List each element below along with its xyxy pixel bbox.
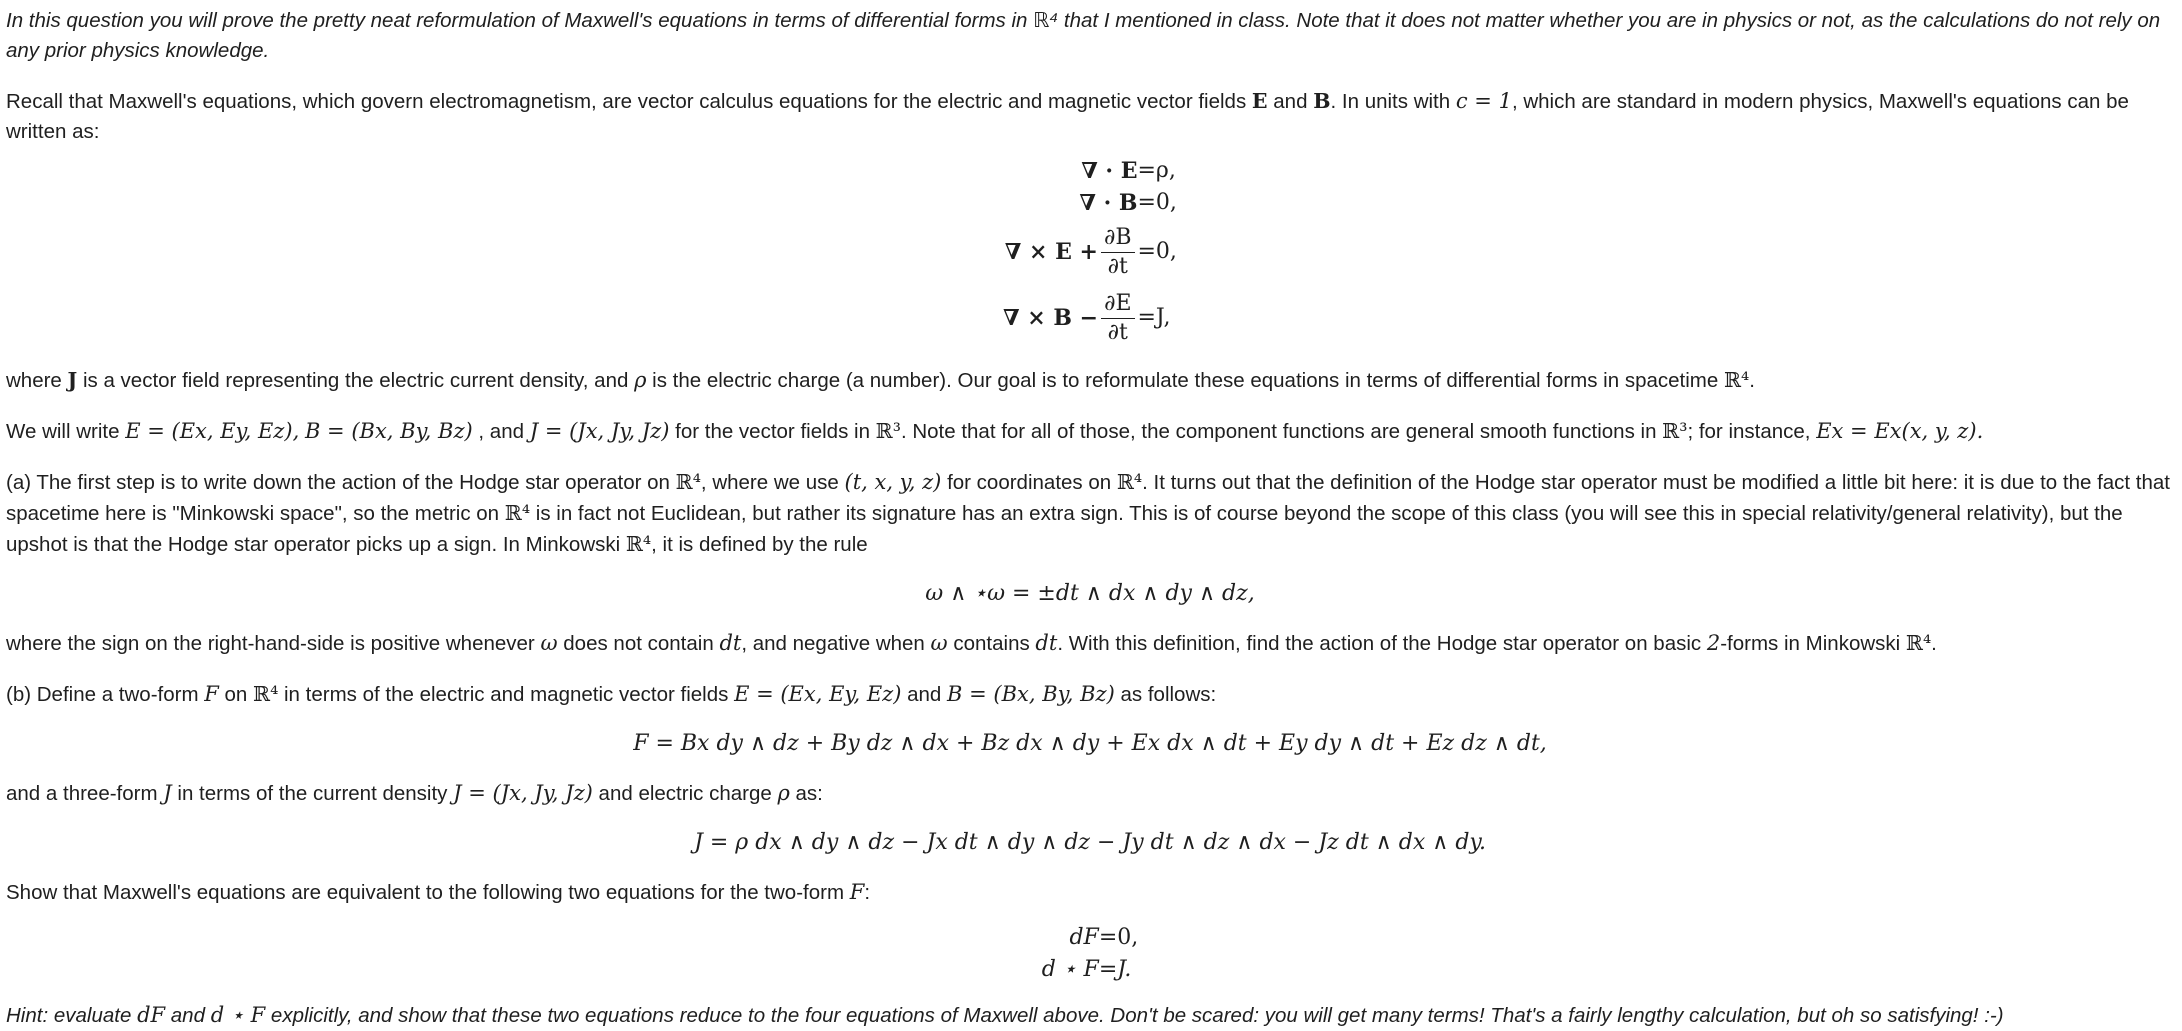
we-write-text: We will write (6, 420, 120, 443)
minkowski-explanation: . It turns out that the definition of the Hodge star operator must be modified a little bit here: it is due to the fact that spacetime here is "Minkowski space", so the metric on (6, 471, 2171, 525)
sign-text: where the sign on the right-hand-side is positive whenever (6, 632, 535, 655)
electric-charge-text: and electric charge (598, 782, 772, 805)
gauss-law-rhs: =ρ, (1137, 158, 1176, 183)
where-text: where (6, 369, 62, 392)
hodge-star-rule (6, 578, 2174, 610)
omega-symbol: ω (540, 631, 558, 655)
E-definition: E = (Ex, Ey, Ez) (734, 682, 902, 706)
dt-symbol: dt (719, 631, 742, 655)
colon: : (864, 881, 871, 904)
R4-symbol: ℝ⁴ (1723, 368, 1750, 392)
coordinates: (t, x, y, z) (844, 470, 942, 494)
ampere-fraction (1101, 290, 1134, 347)
hodge-rule-equation: ω ∧ ⋆ω = ±dt ∧ dx ∧ dy ∧ dz, (925, 581, 1255, 606)
dstarF-lhs: d ⋆ F (1041, 957, 1099, 982)
on-text: on (224, 683, 248, 706)
contains-text: contains (953, 632, 1030, 655)
where-we-use-text: , where we use (700, 471, 839, 494)
forms-in-minkowski-text: -forms in Minkowski (1720, 632, 1901, 655)
J-symbol: J (67, 368, 78, 392)
and-text: and (907, 683, 942, 706)
for-instance-text: ; for instance, (1687, 420, 1811, 443)
form-equations (1020, 922, 1160, 986)
J-definition: J = (Jx, Jy, Jz) (453, 781, 593, 805)
F-symbol: F (849, 880, 865, 904)
period: . (1749, 369, 1755, 392)
recall-paragraph (6, 86, 2174, 147)
ampere-denominator: ∂t (1107, 319, 1128, 345)
and-text: and (1273, 90, 1308, 113)
ampere-lhs: ∇ × B − (1003, 305, 1099, 331)
dF-lhs: dF (1069, 925, 1099, 950)
B-definition: B = (Bx, By, Bz) (947, 682, 1115, 706)
three-form-paragraph (6, 778, 2174, 809)
faraday-denominator: ∂t (1107, 253, 1128, 279)
signature-explanation: is in fact not Euclidean, but rather its signature has an extra sign. This is of course beyond the scope of this class (you will see this in special relativity/general relativity), but the upshot is that the Hodge star operator picks up a sign. In Minkowski (6, 502, 2123, 556)
recall-text: Recall that Maxwell's equations, which govern electromagnetism, are vector calculus equations for the electric and magnetic vector fields (6, 90, 1247, 113)
R4-symbol: ℝ⁴ (1905, 631, 1932, 655)
faraday-lhs: ∇ × E + (1004, 239, 1098, 265)
as-follows-text: as follows: (1120, 683, 1217, 706)
intro-paragraph (6, 6, 2174, 66)
gauss-magnetism-rhs: =0, (1137, 190, 1177, 215)
does-not-contain-text: does not contain (563, 632, 714, 655)
show-paragraph (6, 877, 2174, 908)
faraday-rhs: =0, (1137, 239, 1177, 264)
J-definition-display (6, 827, 2174, 859)
rho-symbol: ρ (777, 781, 790, 805)
R4-symbol: ℝ⁴ (1116, 470, 1143, 494)
units-text: . In units with (1330, 90, 1451, 113)
R4-symbol: ℝ⁴ (253, 682, 279, 706)
show-text: Show that Maxwell's equations are equivalent to the following two equations for the two-form (6, 881, 845, 904)
part-b-text: (b) Define a two-form (6, 683, 199, 706)
B-symbol: B (1313, 89, 1331, 113)
rule-intro: , it is defined by the rule (651, 533, 868, 556)
hint-text: Hint: evaluate (6, 1004, 132, 1027)
we-write-paragraph (6, 416, 2174, 447)
J-definition: J = (Jx, Jy, Jz) (529, 419, 670, 443)
sign-paragraph (6, 628, 2174, 659)
dstarF-symbol: d ⋆ F (210, 1003, 266, 1027)
period: . (1931, 632, 1937, 655)
J-form-symbol: J (163, 781, 172, 805)
intro-text: In this question you will prove the pretty neat reformulation of Maxwell's equations in terms of differential forms in ℝ⁴ that I mentioned in class. Note that it does not matter whether you are in physics or not, as the calculations do not rely on any prior physics knowledge. (6, 9, 2161, 62)
F-definition-display (6, 728, 2174, 760)
Ex-example: Ex = Ex(x, y, z). (1816, 419, 1984, 443)
three-form-text: and a three-form (6, 782, 158, 805)
F-symbol: F (204, 682, 219, 706)
E-symbol: E (1251, 89, 1268, 113)
negative-when-text: , and negative when (741, 632, 925, 655)
ampere-rhs: =J, (1137, 305, 1171, 330)
coordinates-on-text: for coordinates on (947, 471, 1112, 494)
two-number: 2 (1706, 631, 1721, 655)
R4-symbol: ℝ⁴ (625, 532, 652, 556)
hint-text-end: explicitly, and show that these two equations reduce to the four equations of Maxwell above. Don't be scared: you will get many terms! That's a fairly lengthy calculation, but oh so satisfying! :-) (270, 1004, 2004, 1027)
R4-symbol: ℝ⁴ (504, 501, 531, 525)
in-terms-text: in terms of the electric and magnetic vector fields (284, 683, 729, 706)
maxwell-equations (965, 155, 1215, 351)
vector-fields-text: for the vector fields in (675, 420, 870, 443)
E-definition: E = (Ex, Ey, Ez), (125, 419, 300, 443)
part-a-paragraph (6, 467, 2174, 560)
dstarF-rhs: =J. (1098, 957, 1132, 982)
where-J-paragraph (6, 365, 2174, 396)
faraday-numerator: ∂B (1101, 224, 1135, 253)
current-density-text: in terms of the current density (177, 782, 448, 805)
smooth-functions-text: . Note that for all of those, the component functions are general smooth functions in (900, 420, 1657, 443)
R4-symbol: ℝ⁴ (675, 470, 701, 494)
as-text: as: (795, 782, 823, 805)
faraday-fraction (1101, 224, 1135, 281)
and-text: and (170, 1004, 205, 1027)
gauss-magnetism-lhs: ∇ · B (1079, 190, 1138, 216)
dt-symbol: dt (1035, 631, 1058, 655)
R3-symbol: ℝ³ (875, 419, 901, 443)
ampere-numerator: ∂E (1101, 290, 1134, 319)
rho-symbol: ρ (634, 368, 647, 392)
part-b-paragraph (6, 679, 2174, 710)
dF-symbol: dF (137, 1003, 166, 1027)
B-definition: B = (Bx, By, Bz) (304, 419, 473, 443)
gauss-law-lhs: ∇ · E (1081, 158, 1138, 184)
find-hodge-text: . With this definition, find the action of the Hodge star operator on basic (1057, 632, 1702, 655)
goal-text: is the electric charge (a number). Our goal is to reformulate these equations in terms of differential forms in spacetime (652, 369, 1719, 392)
c-equals-1: c = 1 (1455, 89, 1512, 113)
recall-text-end: , which are standard in modern physics, Maxwell's equations can be written as: (6, 90, 2129, 143)
F-equation: F = Bx dy ∧ dz + By dz ∧ dx + Bz dx ∧ dy + Ex dx ∧ dt + Ey dy ∧ dt + Ez dz ∧ dt, (633, 731, 1547, 756)
part-a-text: (a) The first step is to write down the action of the Hodge star operator on (6, 471, 670, 494)
dF-rhs: =0, (1098, 925, 1139, 950)
current-density-text: is a vector field representing the electric current density, and (82, 369, 629, 392)
R3-symbol: ℝ³ (1662, 419, 1688, 443)
omega-symbol: ω (930, 631, 948, 655)
and-text: , and (478, 420, 525, 443)
J-equation: J = ρ dx ∧ dy ∧ dz − Jx dt ∧ dy ∧ dz − Jy dt ∧ dz ∧ dx − Jz dt ∧ dx ∧ dy. (694, 830, 1486, 855)
